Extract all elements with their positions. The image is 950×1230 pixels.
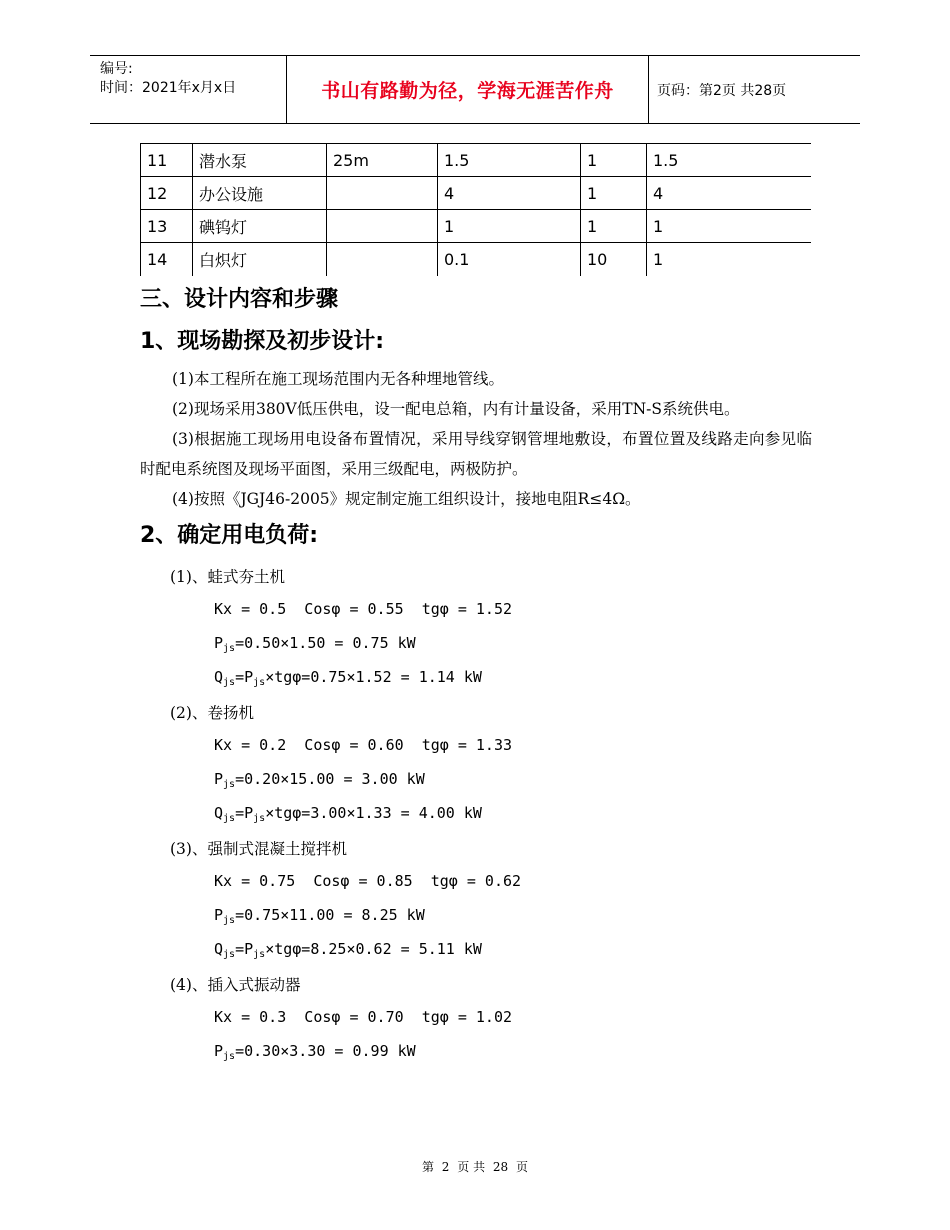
footer-prefix: 第	[421, 1160, 434, 1174]
paragraph: (2)现场采用380V低压供电，设一配电总箱，内有计量设备，采用TN-S系统供电。	[172, 400, 740, 418]
formula-pjs	[140, 626, 812, 660]
number-label: 编号:	[100, 61, 133, 77]
subscript-js: js	[223, 677, 236, 688]
subscript-js: js	[223, 643, 236, 654]
cell-name: 办公设施	[193, 177, 327, 210]
paragraph: (3)根据施工现场用电设备布置情况，采用导线穿钢管埋地敷设，布置位置及线路走向参见临时配电系统图及现场平面图，采用三级配电，两极防护。	[140, 430, 812, 478]
cell-total: 1.5	[647, 144, 811, 177]
formula-pjs-value: =0.20×15.00 = 3.00 kW	[235, 770, 425, 788]
footer-suffix: 页	[516, 1160, 529, 1174]
formula-qjs: $Q_{js}=P_{js}\times tg\varphi=8.25\times 0.62 = 5.11$ kW	[214, 940, 482, 960]
load-item-title: (2)、卷扬机	[170, 704, 254, 722]
symbol-p: P	[214, 1042, 224, 1060]
cell-qty: 1	[581, 177, 647, 210]
subscript-js: js	[223, 779, 236, 790]
symbol-p: P	[214, 906, 224, 924]
cell-spec	[327, 177, 438, 210]
cell-no: 11	[141, 144, 193, 177]
cell-name: 碘钨灯	[193, 210, 327, 243]
footer-page-number: 2	[441, 1160, 450, 1174]
cell-total: 1	[647, 210, 811, 243]
subsection-title-load: 2、确定用电负荷:	[140, 523, 319, 548]
equipment-table	[140, 143, 811, 276]
formula-pjs-value: =0.75×11.00 = 8.25 kW	[235, 906, 425, 924]
formula-kx: Kx = 0.3 Cosφ = 0.70 tgφ = 1.02	[214, 1008, 513, 1026]
formula-pjs	[140, 1034, 812, 1068]
cell-spec	[327, 210, 438, 243]
cell-qty: 1	[581, 144, 647, 177]
footer-total-pages: 28	[492, 1160, 509, 1174]
formula-pjs-value: =0.50×1.50 = 0.75 kW	[235, 634, 416, 652]
subscript-js: js	[253, 677, 266, 688]
load-item-title: (3)、强制式混凝土搅拌机	[170, 840, 347, 858]
subscript-js: js	[223, 813, 236, 824]
cell-total: 1	[647, 243, 811, 276]
symbol-p: P	[244, 940, 254, 958]
symbol-q: Q	[214, 668, 224, 686]
cell-no: 13	[141, 210, 193, 243]
cell-name: 白炽灯	[193, 243, 327, 276]
table-row	[141, 144, 811, 177]
formula-kx: Kx = 0.2 Cosφ = 0.60 tgφ = 1.33	[214, 736, 513, 754]
formula-pjs-value: =0.30×3.30 = 0.99 kW	[235, 1042, 416, 1060]
page-header	[90, 55, 860, 124]
symbol-q: Q	[214, 804, 224, 822]
symbol-p: P	[214, 634, 224, 652]
table-row	[141, 210, 811, 243]
page-footer	[0, 1158, 950, 1175]
formula-kx: Kx = 0.5 Cosφ = 0.55 tgφ = 1.52	[214, 600, 513, 618]
cell-qty: 10	[581, 243, 647, 276]
formula-pjs	[140, 898, 812, 932]
cell-power: 1	[438, 210, 581, 243]
formula-qjs: $Q_{js}=P_{js}\times tg\varphi=3.00\times 1.33 = 4.00$ kW	[214, 804, 482, 824]
symbol-p: P	[244, 668, 254, 686]
header-meta	[90, 56, 286, 123]
formula-pjs	[140, 762, 812, 796]
cell-power: 1.5	[438, 144, 581, 177]
table-row	[141, 177, 811, 210]
subscript-js: js	[223, 1051, 236, 1062]
formula-kx: Kx = 0.75 Cosφ = 0.85 tgφ = 0.62	[214, 872, 522, 890]
cell-qty: 1	[581, 210, 647, 243]
cell-no: 14	[141, 243, 193, 276]
symbol-p: P	[214, 770, 224, 788]
cell-total: 4	[647, 177, 811, 210]
symbol-p: P	[244, 804, 254, 822]
formula-qjs-value: ×tgφ=0.75×1.52 = 1.14 kW	[265, 668, 482, 686]
cell-power: 4	[438, 177, 581, 210]
cell-spec: 25m	[327, 144, 438, 177]
formula-qjs-value: ×tgφ=3.00×1.33 = 4.00 kW	[265, 804, 482, 822]
cell-no: 12	[141, 177, 193, 210]
cell-name: 潜水泵	[193, 144, 327, 177]
subscript-js: js	[253, 813, 266, 824]
cell-spec	[327, 243, 438, 276]
load-item-title: (1)、蛙式夯土机	[170, 568, 285, 586]
section-title: 三、设计内容和步骤	[140, 287, 339, 312]
header-page-info: 页码：第2页 共28页	[657, 82, 787, 99]
table-row	[141, 243, 811, 276]
document-body	[140, 280, 812, 1068]
paragraph: (1)本工程所在施工现场范围内无各种埋地管线。	[172, 370, 504, 388]
subscript-js: js	[223, 949, 236, 960]
symbol-q: Q	[214, 940, 224, 958]
footer-mid: 页 共	[457, 1160, 486, 1174]
subscript-js: js	[253, 949, 266, 960]
header-motto: 书山有路勤为径，学海无涯苦作舟	[286, 56, 649, 123]
time-label: 时间：2021年x月x日	[100, 80, 237, 96]
subsection-title-survey: 1、现场勘探及初步设计:	[140, 329, 385, 354]
load-item-title: (4)、插入式振动器	[170, 976, 301, 994]
paragraph: (4)按照《JGJ46-2005》规定制定施工组织设计，接地电阻R≤4Ω。	[172, 490, 641, 508]
cell-power: 0.1	[438, 243, 581, 276]
subscript-js: js	[223, 915, 236, 926]
formula-qjs: $Q_{js}=P_{js}\times tg\varphi=0.75\times 1.52 = 1.14$ kW	[214, 668, 482, 688]
formula-qjs-value: ×tgφ=8.25×0.62 = 5.11 kW	[265, 940, 482, 958]
